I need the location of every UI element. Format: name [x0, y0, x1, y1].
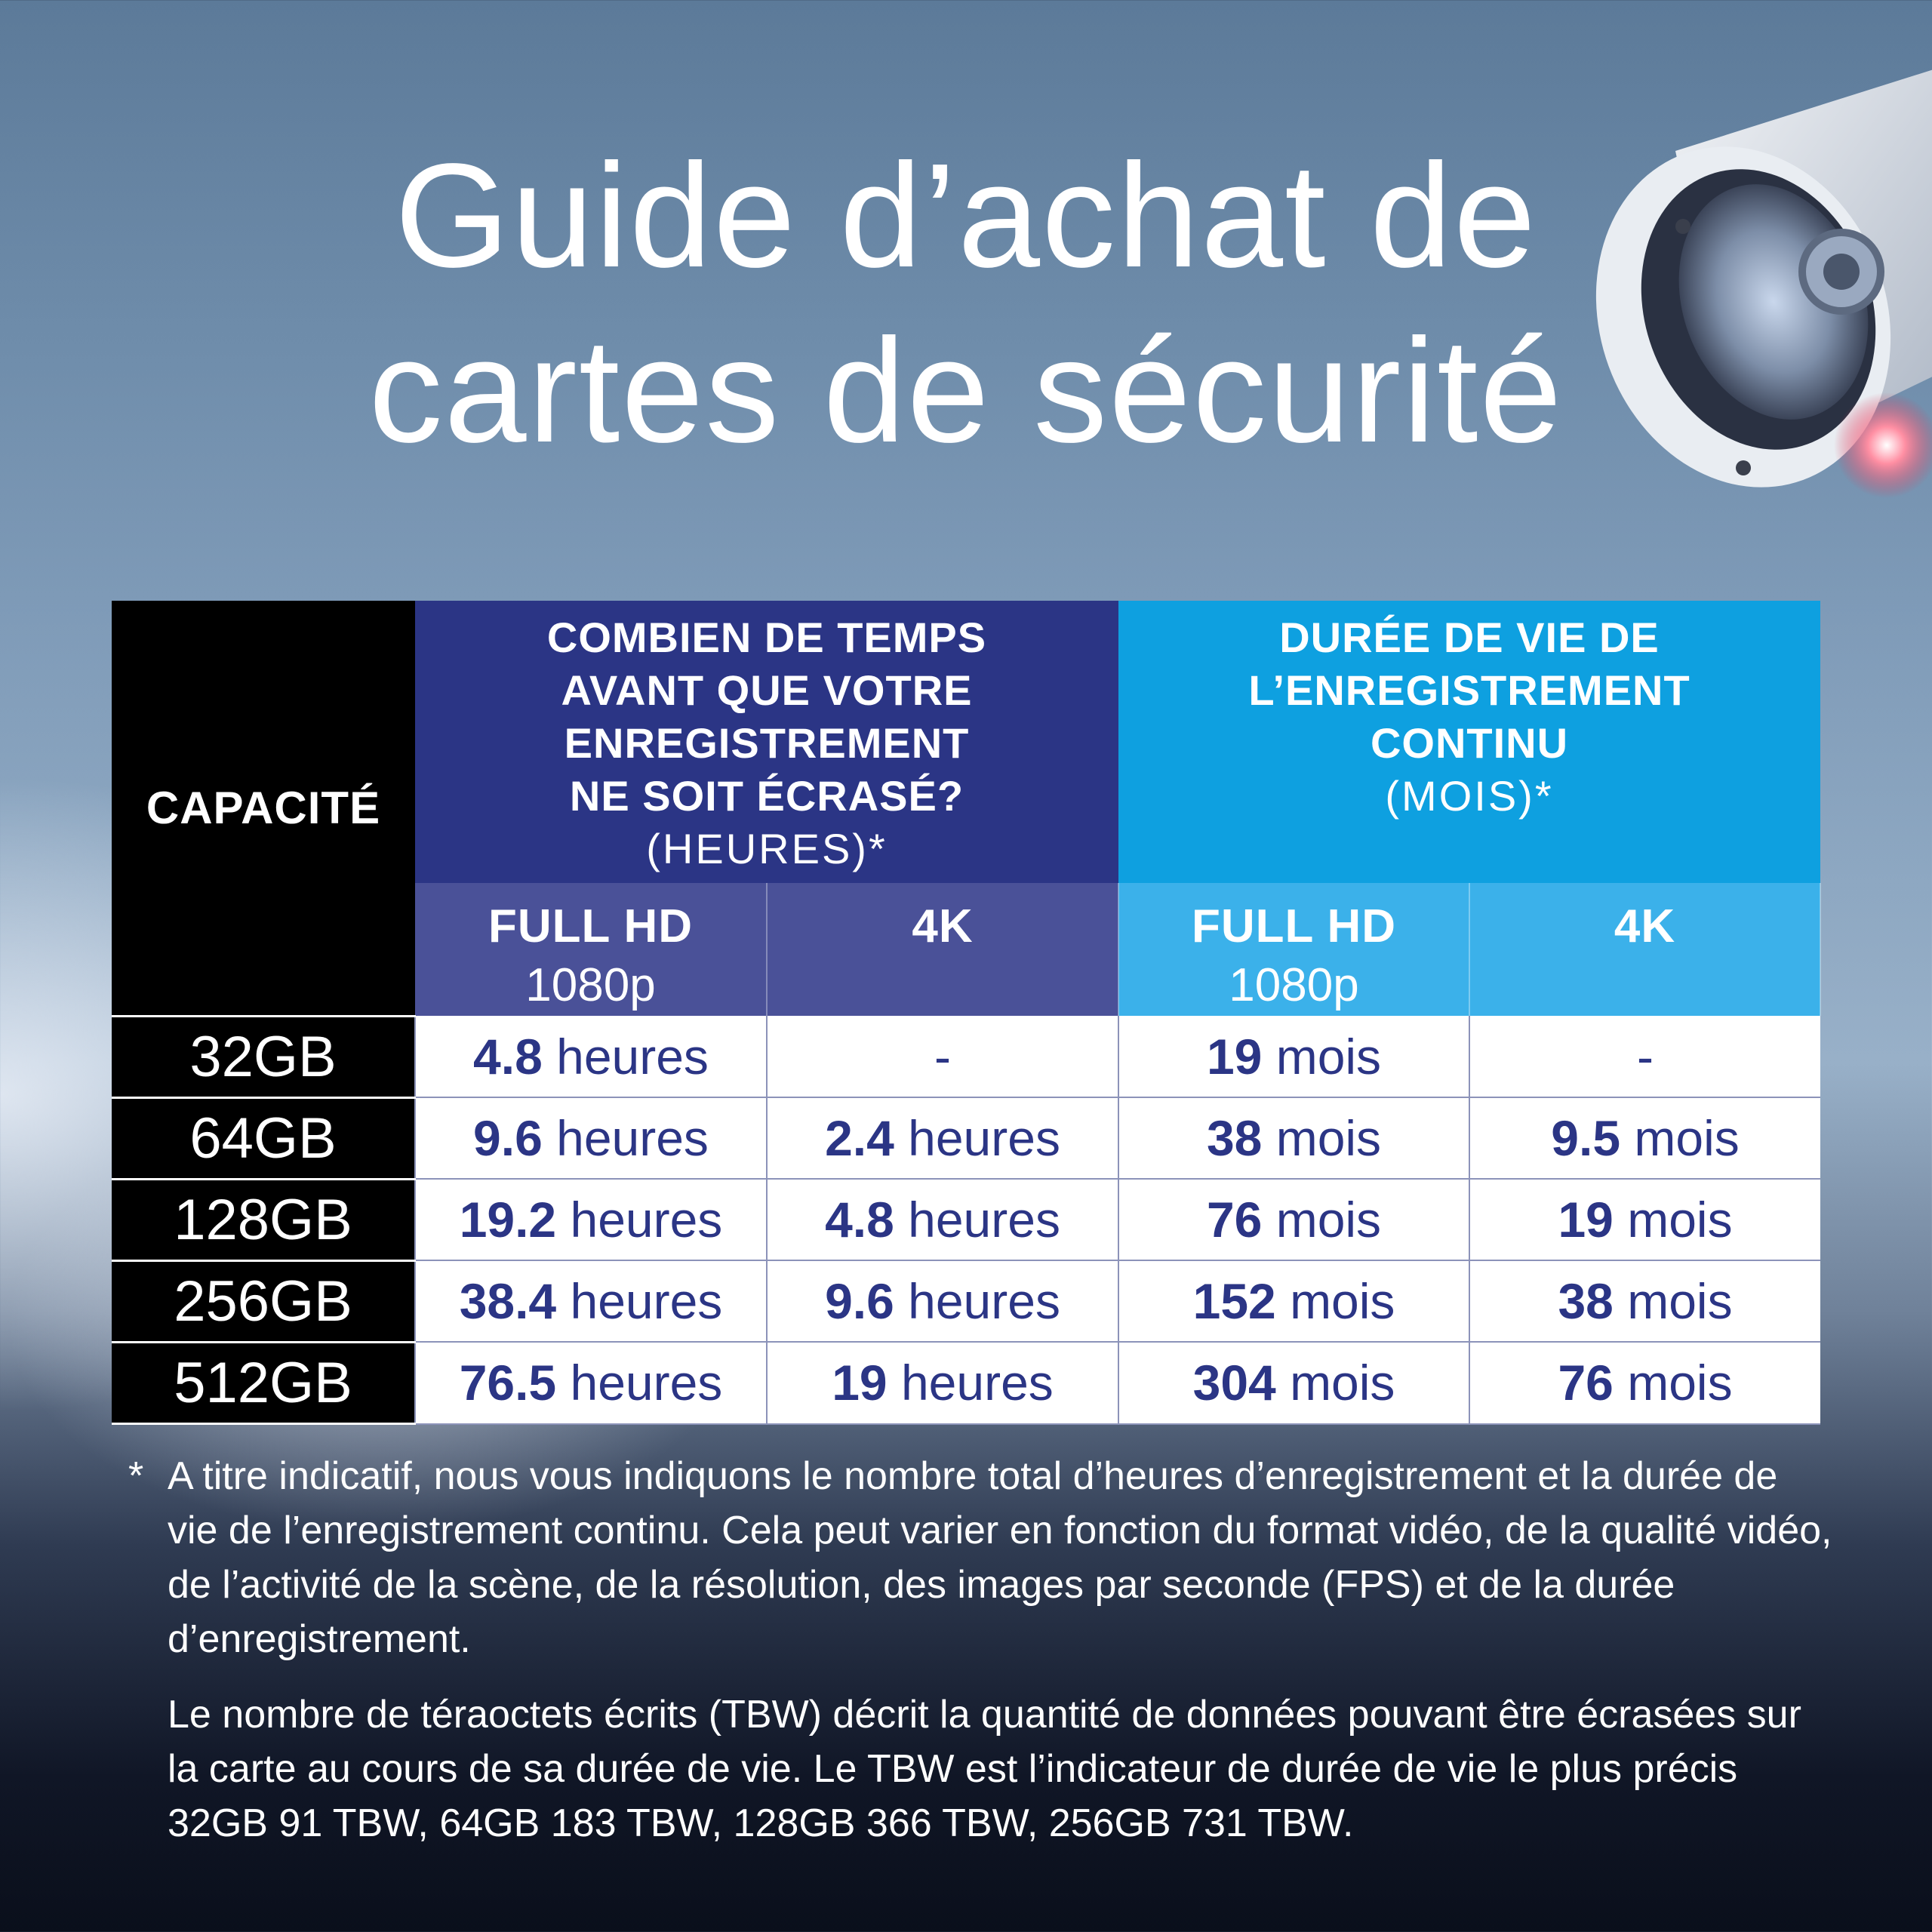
- value-cell: [1469, 1342, 1820, 1423]
- value-cell: [415, 1342, 767, 1423]
- table-row: [112, 1016, 1820, 1097]
- value-number: 38.4: [459, 1273, 557, 1330]
- value-number: 2.4: [825, 1110, 894, 1167]
- footnote-marker: *: [128, 1454, 144, 1498]
- value-cell: [1469, 1179, 1820, 1260]
- group2-line: L’ENREGISTREMENT: [1248, 666, 1690, 714]
- value-unit: heures: [542, 1110, 709, 1167]
- value-cell: [767, 1097, 1118, 1179]
- value-number: 4.8: [825, 1192, 894, 1248]
- capacity-cell: 64GB: [112, 1097, 415, 1179]
- value-unit: mois: [1262, 1028, 1382, 1084]
- title-line-1: Guide d’achat de: [395, 133, 1537, 298]
- value-cell: [767, 1179, 1118, 1260]
- value-number: 38: [1206, 1110, 1263, 1167]
- value-cell: [1118, 1179, 1469, 1260]
- capacity-table: [112, 601, 1821, 1425]
- subheader-4k: [767, 883, 1118, 1016]
- value-unit: heures: [894, 1192, 1060, 1248]
- group2-line: DURÉE DE VIE DE: [1279, 614, 1660, 661]
- value-unit: -: [1637, 1028, 1654, 1084]
- value-number: 4.8: [473, 1028, 543, 1084]
- value-number: 19: [832, 1355, 888, 1411]
- value-cell: [767, 1016, 1118, 1097]
- group1-unit: (HEURES)*: [646, 825, 888, 872]
- group1-line: NE SOIT ÉCRASÉ?: [569, 772, 964, 820]
- value-unit: heures: [542, 1028, 709, 1084]
- footnote-text: A titre indicatif, nous vous indiquons le nombre total d’heures d’enregistrement et la durée de vie de l’enregistrement continu. Cela peut varier en fonction du format vidéo, de la qualité vidéo, de l’activité de la scène, de la résolution, des images par seconde (FPS) et de la durée d’enregistrement.: [168, 1454, 1832, 1661]
- footnotes: [128, 1449, 1834, 1872]
- group1-line: ENREGISTREMENT: [564, 719, 970, 767]
- value-number: 38: [1558, 1273, 1614, 1330]
- subheader-full-hd: [415, 883, 767, 1016]
- subheader-main: 4K: [912, 900, 974, 953]
- value-unit: mois: [1620, 1110, 1740, 1167]
- table-row: [112, 1179, 1820, 1260]
- page-title: [0, 128, 1932, 478]
- footnote-1: [128, 1449, 1834, 1666]
- table-row: [112, 1260, 1820, 1342]
- group1-line: AVANT QUE VOTRE: [561, 666, 973, 714]
- footnote-text: Le nombre de téraoctets écrits (TBW) décrit la quantité de données pouvant être écrasées sur la carte au cours de sa durée de vie. Le TBW est l’indicateur de durée de vie le plus précis 32GB 91 TBW, 64GB 183 TBW, 128GB 366 TBW, 256GB 731 TBW.: [168, 1693, 1801, 1845]
- group-header-lifetime: [1118, 601, 1820, 883]
- subheader-full-hd: [1118, 883, 1469, 1016]
- value-unit: mois: [1613, 1355, 1733, 1411]
- value-cell: [1469, 1016, 1820, 1097]
- value-unit: heures: [556, 1192, 723, 1248]
- value-number: 76: [1558, 1355, 1614, 1411]
- table-row: [112, 1342, 1820, 1423]
- value-unit: mois: [1262, 1110, 1382, 1167]
- value-number: 76.5: [459, 1355, 557, 1411]
- value-unit: heures: [556, 1273, 723, 1330]
- group1-line: COMBIEN DE TEMPS: [546, 614, 987, 661]
- capacity-cell: 32GB: [112, 1016, 415, 1097]
- value-unit: heures: [894, 1273, 1060, 1330]
- value-number: 76: [1206, 1192, 1263, 1248]
- subheader-sub: 1080p: [525, 959, 656, 1012]
- capacity-cell: 256GB: [112, 1260, 415, 1342]
- group2-line: CONTINU: [1370, 719, 1569, 767]
- table-row: [112, 1097, 1820, 1179]
- capacity-cell: 128GB: [112, 1179, 415, 1260]
- value-cell: [1469, 1260, 1820, 1342]
- value-unit: mois: [1613, 1192, 1733, 1248]
- value-number: 19.2: [459, 1192, 557, 1248]
- group-header-overwrite: [415, 601, 1118, 883]
- subheader-4k: [1469, 883, 1820, 1016]
- subheader-main: 4K: [1614, 900, 1676, 953]
- value-number: 152: [1192, 1273, 1276, 1330]
- value-number: 9.6: [825, 1273, 894, 1330]
- value-cell: [415, 1179, 767, 1260]
- value-number: 19: [1206, 1028, 1263, 1084]
- value-cell: [1118, 1097, 1469, 1179]
- value-cell: [415, 1097, 767, 1179]
- value-unit: heures: [894, 1110, 1060, 1167]
- value-cell: [767, 1342, 1118, 1423]
- value-number: 304: [1192, 1355, 1276, 1411]
- value-unit: mois: [1613, 1273, 1733, 1330]
- value-unit: mois: [1275, 1273, 1395, 1330]
- footnote-2: [128, 1687, 1834, 1850]
- value-unit: heures: [887, 1355, 1054, 1411]
- value-unit: heures: [556, 1355, 723, 1411]
- subheader-main: FULL HD: [1191, 900, 1397, 953]
- capacity-cell: 512GB: [112, 1342, 415, 1423]
- value-cell: [1118, 1016, 1469, 1097]
- subheader-sub: 1080p: [1229, 959, 1359, 1012]
- capacity-header: CAPACITÉ: [112, 601, 415, 1016]
- value-unit: mois: [1262, 1192, 1382, 1248]
- value-cell: [1118, 1342, 1469, 1423]
- value-cell: [415, 1016, 767, 1097]
- value-cell: [1469, 1097, 1820, 1179]
- value-unit: mois: [1275, 1355, 1395, 1411]
- value-cell: [415, 1260, 767, 1342]
- subheader-main: FULL HD: [488, 900, 694, 953]
- value-cell: [1118, 1260, 1469, 1342]
- value-number: 9.5: [1551, 1110, 1621, 1167]
- value-unit: -: [934, 1028, 951, 1084]
- group2-unit: (MOIS)*: [1385, 772, 1554, 820]
- value-number: 19: [1558, 1192, 1614, 1248]
- value-cell: [767, 1260, 1118, 1342]
- title-line-2: cartes de sécurité: [368, 308, 1564, 473]
- value-number: 9.6: [473, 1110, 543, 1167]
